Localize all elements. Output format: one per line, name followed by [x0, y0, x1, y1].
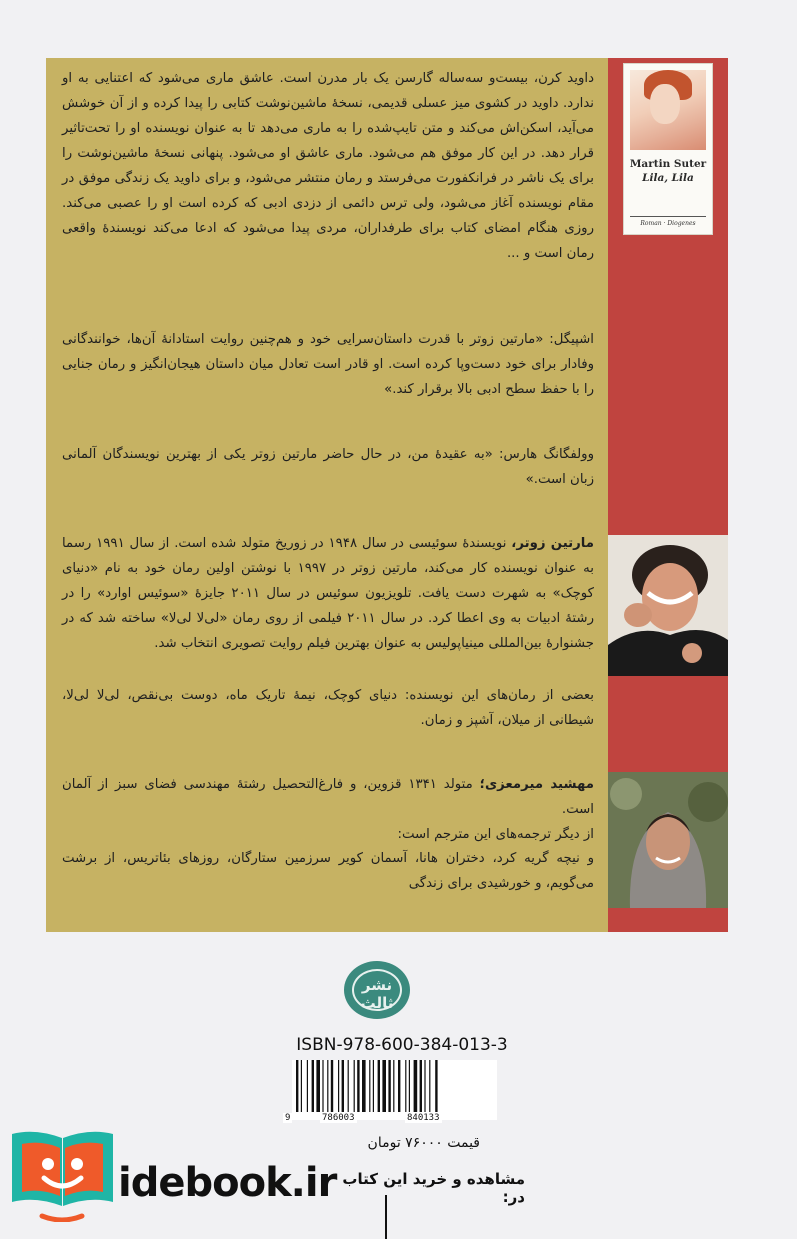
translator-bio: [62, 772, 594, 822]
barcode-digits-left: 786003: [322, 1113, 355, 1123]
author-photo: [608, 535, 728, 676]
barcode: [292, 1060, 497, 1120]
author-bio-text: نویسندهٔ سوئیسی در سال ۱۹۴۸ در زوریخ متولد شده است. از سال ۱۹۹۱ رسما به عنوان نویسنده کار می‌کند، مارتین زوتر در ۱۹۹۷ با نوشتن اولین رمان خود به نام «دنیای کوچک» به شهرت دست یافت. تلویزیون سوئیس در سال ۲۰۱۱ جایزهٔ «سوئیس اوارد» را در رشتهٔ ادبیات به وی اعطا کرد. در سال ۲۰۱۱ فیلمی از روی رمان «لی‌لا لی‌لا» ساخته شد که در جشنوارهٔ بین‌المللی مینیاپولیس به عنوان بهترین فیلم روایت تصویری انتخاب شد.: [62, 536, 594, 651]
publisher-logo: [344, 961, 410, 1019]
author-works: بعضی از رمان‌های این نویسنده: دنیای کوچک، نیمهٔ تاریک ماه، دوست بی‌نقص، لی‌لا لی‌لا، شیطانی از میلان، آشپز و زمان.: [62, 688, 594, 728]
review-haas: وولفگانگ هارس: «به عقیدهٔ من، در حال حاضر مارتین زوتر یکی از بهترین نویسندگان آلمانی زبان است.»: [62, 447, 594, 487]
publisher-logo-text: نشر ثالث: [360, 976, 394, 1012]
brand-slogan: مشاهده و خرید این کتاب در:: [342, 1170, 525, 1206]
translator-name: مهشید میرمعزی؛: [479, 777, 594, 792]
translator-photo: [608, 772, 728, 908]
price: قیمت ۷۶۰۰۰ تومان: [367, 1135, 480, 1151]
cover-painting: [630, 70, 706, 150]
barcode-digit-first: 9: [285, 1113, 291, 1123]
review-spiegel: اشپیگل: «مارتین زوتر با قدرت داستان‌سرایی خود و هم‌چنین روایت استادانهٔ آن‌ها، خوانندگانی وفادار برای خود دست‌وپا کرده است. او قادر است تعادل میان داستان هیجان‌انگیز و رمان جنایی را با حفظ سطح ادبی بالا برقرار کند.»: [62, 332, 594, 397]
translator-works: و نیچه گریه کرد، دختران هانا، آسمان کویر سرزمین ستارگان، روزهای بئاتریس، از برشت می‌گویم، و خورشیدی برای زندگی: [62, 851, 594, 891]
original-edition-cover: [623, 63, 713, 235]
mini-cover-title: Lila, Lila: [642, 172, 694, 184]
mini-cover-author: Martin Suter: [629, 158, 707, 170]
brand-name[interactable]: idebook.ir: [118, 1160, 337, 1206]
barcode-digits-right: 840133: [407, 1113, 440, 1123]
translator-bio-text: متولد ۱۳۴۱ قزوین، و فارغ‌التحصیل رشتهٔ مهندسی فضای سبز از آلمان است.: [62, 777, 594, 817]
mini-cover-publisher: Roman · Diogenes: [640, 220, 696, 227]
author-bio: [62, 531, 594, 656]
isbn-text: ISBN-978-600-384-013-3: [296, 1035, 508, 1055]
book-smile-icon: [10, 1128, 115, 1222]
author-name: مارتین زوتر،: [511, 536, 595, 551]
divider-line: [385, 1195, 387, 1239]
translator-works-heading: از دیگر ترجمه‌های این مترجم است:: [397, 827, 594, 842]
synopsis: داوید کرن، بیست‌و سه‌ساله گارسن یک بار مدرن است. عاشق ماری می‌شود که اعتنایی به او ندارد. داوید در کشوی میز عسلی قدیمی، نسخهٔ ماشین‌نوشت کتابی را پیدا کرده و از آن خوشش می‌آید، اسکن‌اش می‌کند و متن تایپ‌شده را به ماری می‌دهد تا به عنوان نویسنده او را تحت‌تاثیر قرار دهد. در این کار موفق هم می‌شود. ماری عاشق او می‌شود. پنهانی نسخهٔ ماشین‌نوشت را برای یک ناشر در فرانکفورت می‌فرستد و رمان منتشر می‌شود، و برای داوید یک زندگی موفق در مقام نویسنده آغاز می‌شود، ولی ترس دائمی از دزدی ادبی که کرده است او را عصبی می‌کند. روزی هنگام امضای کتاب برای طرفداران، مردی پیدا می‌شود که ادعا می‌کند نویسندهٔ واقعی رمان است و ...: [62, 71, 594, 261]
